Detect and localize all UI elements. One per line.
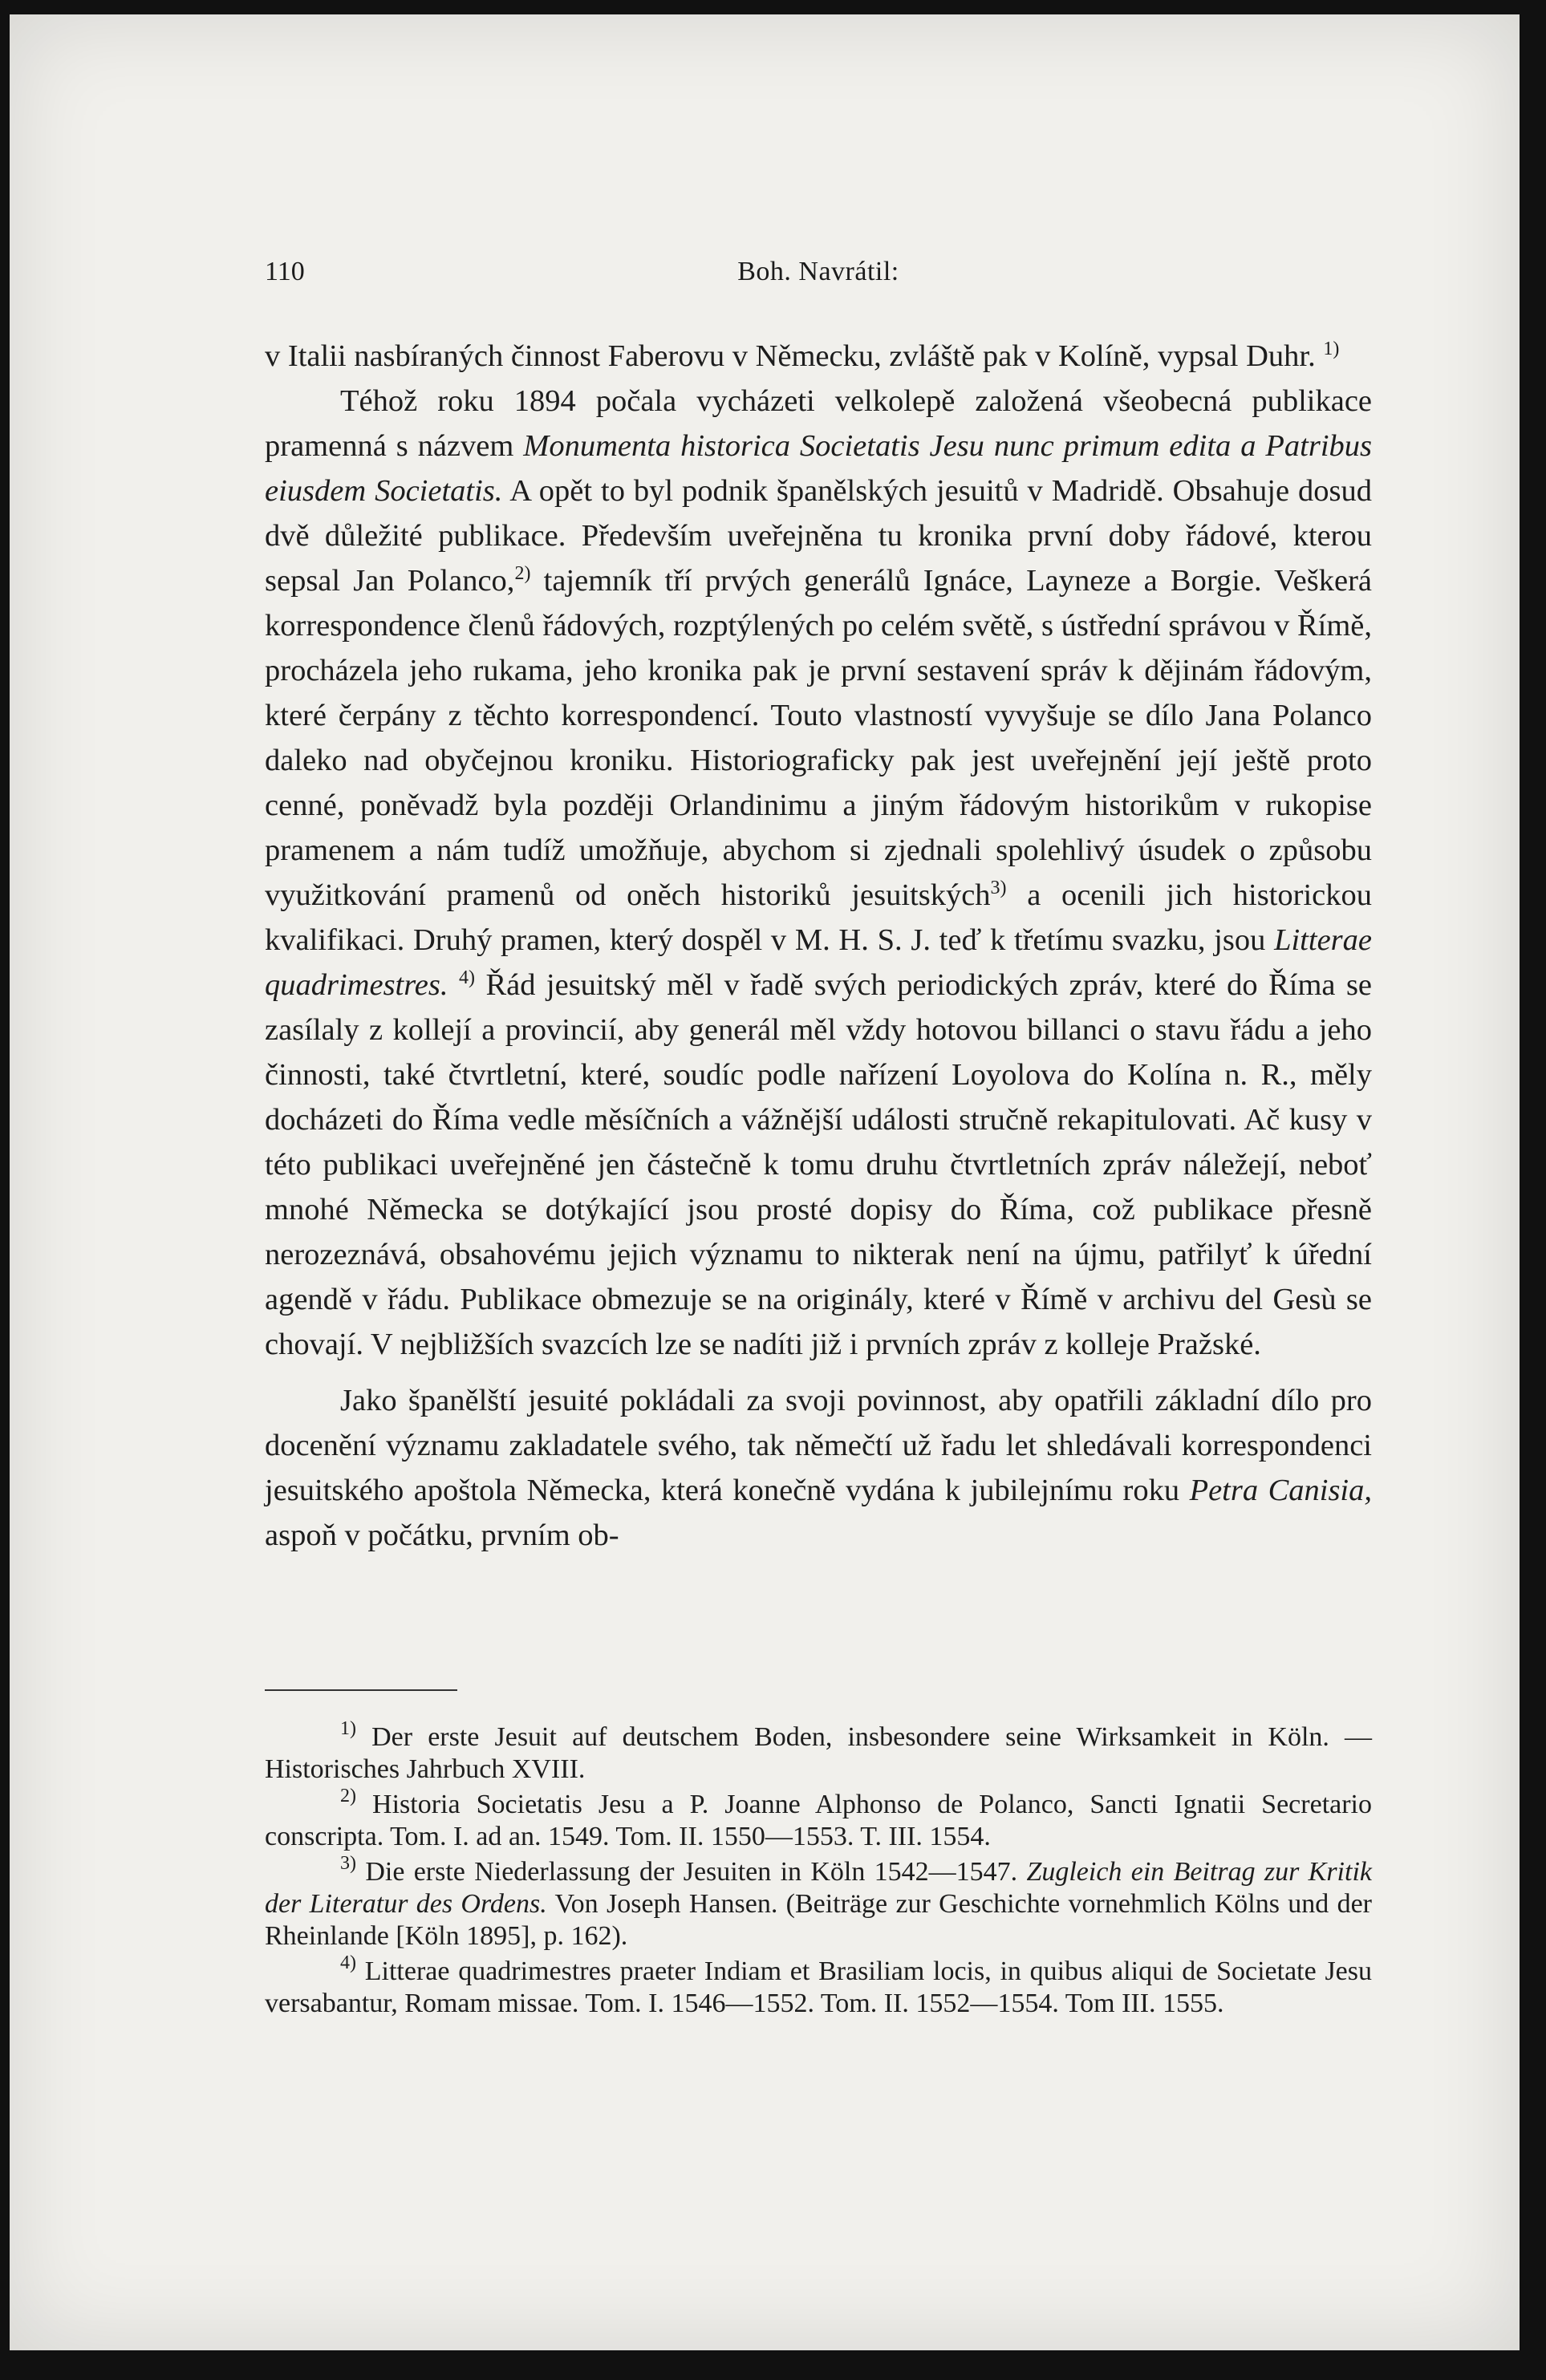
footnote-4: $^{4)}$ Litterae quadrimestres praeter Indiam et Brasiliam locis, in quibus aliqui de Societate Jesu versabantur, Romam missae. Tom. I. 1546—1552. Tom. II. 1552—1554. Tom III. 1555.: [265, 1952, 1372, 2018]
running-head: Boh. Navrátil:: [737, 257, 899, 286]
paragraph-2: Téhož roku 1894 počala vycházeti velkolepě založená všeobecná publikace pramenná s názvem Monumenta historica Societatis Jesu nunc primum edita a Patribus eiusdem Societatis. A opět to byl podnik španělských jesuitů v Madridě. Obsahuje dosud dvě důležité publikace. Především uveřejněna tu kronika první doby řádové, kterou sepsal Jan Polanco,$^{2)}$ tajemník tří prvých generálů Ignáce, Layneze a Borgie. Veškerá korrespondence členů řádových, rozptýlených po celém světě, s ústřední správou v Římě, procházela jeho rukama, jeho kronika pak je první sestavení správ k dějinám řádovým, které čerpány z těchto korrespondencí. Touto vlastností vyvyšuje se dílo Jana Polanco daleko nad obyčejnou kroniku. Historiograficky pak jest uveřejnění její ještě proto cenné, poněvadž byla později Orlandinimu a jiným řádovým historikům v rukopise pramenem a nám tudíž umožňuje, abychom si zjednali spolehlivý úsudek o způsobu využitkování pramenů od oněch historiků jesuitských$^{3)}$ a ocenili jich historickou kvalifikaci. Druhý pramen, který dospěl v M. H. S. J. teď k třetímu svazku, jsou Litterae quadrimestres. $^{4)}$ Řád jesuitský měl v řadě svých periodických zpráv, které do Říma se zasílaly z kollejí a provincií, aby generál měl vždy hotovou billanci o stavu řádu a jeho činnosti, také čtvrtletní, které, soudíc podle nařízení Loyolova do Kolína n. R., měly docházeti do Říma vedle měsíčních a vážnější události stručně rekapitulovati. Ač kusy v této publikaci uveřejněné jen částečně k tomu druhu čtvrtletních zpráv náležejí, neboť mnohé Německa se dotýkající jsou prosté dopisy do Říma, což publikace přesně nerozeznává, obsahovému jejich významu to nikterak není na újmu, patřilyť k úřední agendě v řádu. Publikace obmezuje se na originály, které v Římě v archivu del Gesù se chovají. V nejbližších svazcích lze se nadíti již i prvních zpráv z kolleje Pražské.: [265, 384, 1373, 1361]
paragraph-3: Jako španělští jesuité pokládali za svoji povinnost, aby opatřili základní dílo pro docenění významu zakladatele svého, tak němečtí už řadu let shledávali korrespondenci jesuitského apoštola Německa, která konečně vydána k jubilejnímu roku Petra Canisia, aspoň v počátku, prvním ob-: [265, 1384, 1373, 1552]
footnote-ref-3: 3): [990, 878, 1007, 898]
book-page: [10, 14, 1520, 2350]
footnote-2: $^{2)}$ Historia Societatis Jesu a P. Joanne Alphonso de Polanco, Sancti Ignatii Secretario conscripta. Tom. I. ad an. 1549. Tom. II. 1550—1553. T. III. 1554.: [265, 1786, 1372, 1851]
page-number: 110: [265, 257, 305, 286]
footnote-3: $^{3)}$ Die erste Niederlassung der Jesuiten in Köln 1542—1547. Zugleich ein Beitrag zur Kritik der Literatur des Ordens. Von Joseph Hansen. (Beiträge zur Geschichte vornehmlich Kölns und der Rheinlande [Köln 1895], p. 162).: [265, 1853, 1373, 1951]
footnotes: [265, 1718, 1373, 2023]
footnote-ref-4: 4): [458, 967, 475, 988]
footnote-ref-1: 1): [1323, 339, 1340, 359]
footnote-1: $^{1)}$ Der erste Jesuit auf deutschem Boden, insbesondere seine Wirksamkeit in Köln. — Historisches Jahrbuch XVIII.: [265, 1718, 1373, 1784]
title-litterae: Litterae quadrimestres.: [265, 923, 1372, 1002]
title-monumenta: Monumenta historica Societatis Jesu nunc primum edita a Patribus eiusdem Societatis.: [265, 429, 1373, 508]
title-canisius: Petra Canisia,: [1189, 1474, 1373, 1507]
paragraph-1: v Italii nasbíraných činnost Faberovu v Německu, zvláště pak v Kolíně, vypsal Duhr. $^{1)}$: [265, 339, 1340, 373]
footnote-ref-2: 2): [514, 563, 531, 584]
footnote-divider: [265, 1689, 457, 1691]
page-header: [265, 257, 1372, 297]
main-text: [265, 334, 1372, 1558]
